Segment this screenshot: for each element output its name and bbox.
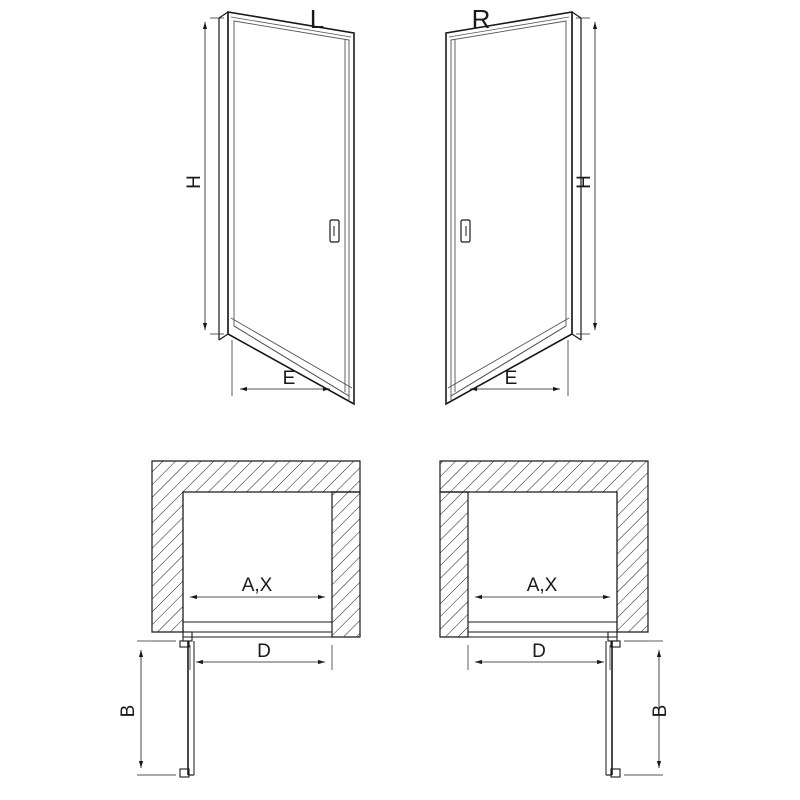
plan-left-view [118,461,360,777]
elevation-left-view [184,4,354,404]
dimension-b-left [137,641,176,775]
label-d-right: D [532,641,546,662]
label-e-left: E [282,368,296,389]
label-b-right: B [650,704,671,718]
hand-label-left: L [309,4,325,34]
door-handle-right [461,220,470,242]
label-ax-left: A,X [241,575,273,596]
label-h-right: H [574,175,595,189]
label-d-left: D [257,641,271,662]
door-handle-left [330,220,339,242]
dimension-h-left [205,18,224,334]
elevation-right-view [446,4,595,404]
label-e-right: E [504,368,518,389]
label-ax-right: A,X [526,575,558,596]
label-h-left: H [184,175,205,189]
plan-right-view [440,461,671,777]
hand-label-right: R [471,4,491,34]
label-b-left: B [118,704,139,718]
